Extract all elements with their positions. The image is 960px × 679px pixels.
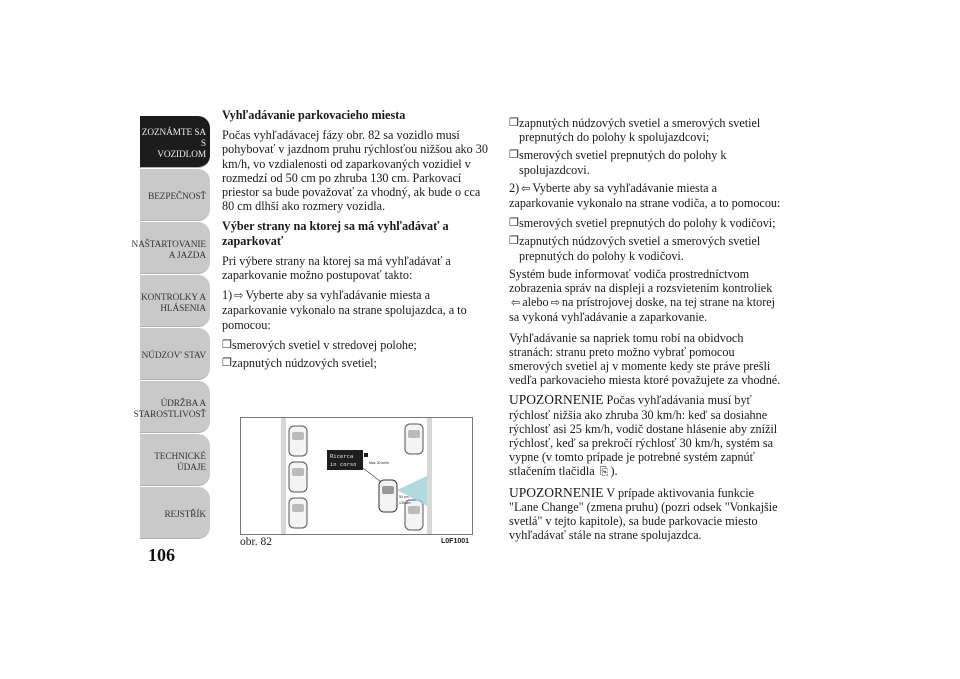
paragraph: Pri výbere strany na ktorej sa má vyhľadávať a zaparkovanie možno postupovať takto: <box>222 253 451 283</box>
warning-paragraph: UPOZORNENIE Počas vyhľadávania musí byť rýchlosť nižšia ako zhruba 30 km/h: keď sa dosiahne rýchlosť asi 25 km/h, vodič dostane hlásenie aby znížil rýchlosť, keď sa prekročí rýchlosť 30 km/h, systém sa vypne (v tomto prípade je potrebné systém zapnúť stlačením tlačidla ⎘ ). <box>509 392 778 479</box>
right-curb <box>427 418 432 534</box>
arrow-right-icon: ⇨ <box>234 289 244 303</box>
parking-diagram <box>241 418 472 534</box>
display-line-2: in corso <box>330 462 357 468</box>
warning-paragraph: UPOZORNENIE V prípade aktivovania funkcie "Lane Change" (zmena pruhu) (pozri odsek "Vonkajšie svetlá" v tejto kapitole), sa bude parkovacie miesto vyhľadávať stále na strane spolujazdca. <box>509 484 778 543</box>
tab-zoznamte-sa-s-vozidlom[interactable]: ZOZNÁMTE SA S VOZIDLOM <box>140 116 210 168</box>
figure-code: L0F1001 <box>441 538 470 545</box>
display-bubble <box>327 450 381 482</box>
tab-rejstrik[interactable]: REJSTŘÍK <box>140 487 210 539</box>
numbered-item: 1) ⇨ Vyberte aby sa vyhľadávanie miesta a zaparkovanie vykonalo na strane spolujazdca, a to pomocou: <box>222 288 467 332</box>
list-item: ❒ zapnutých núdzových svetiel a smerových svetiel prepnutých do polohy k spolujazdcovi; <box>509 116 761 145</box>
parked-car-left-2 <box>289 462 307 492</box>
numbered-item: 2) ⇦ Vyberte aby sa vyhľadávanie miesta a zaparkovanie vykonalo na strane vodiča, a to pomocou: <box>509 180 781 211</box>
checkbox-icon: ❒ <box>509 235 519 248</box>
parking-button-icon: ⎘ <box>599 465 609 479</box>
paragraph: Systém bude informovať vodiča prostredníctvom zobrazenia správ na displeji a rozsvietením kontroliek ⇦ alebo ⇨ na prístrojovej doske, na tej strane na ktorej sa vykoná vyhľadávanie a zaparkovanie. <box>509 266 776 325</box>
list-item: ❒ zapnutých núdzových svetiel a smerových svetiel prepnutých do polohy k vodičovi. <box>509 234 761 263</box>
arrow-right-icon: ⇨ <box>550 296 560 310</box>
arrow-left-icon: ⇦ <box>511 296 521 310</box>
page-number: 106 <box>148 545 175 565</box>
display-line-1: Ricerca <box>330 454 354 460</box>
list-item: ❒ smerových svetiel prepnutých do polohy k spolujazdcovi. <box>509 148 727 177</box>
paragraph: Vyhľadávanie sa napriek tomu robí na obidvoch stranách: stranu preto možno vybrať pomocou smerových svetiel aj v momente kedy ste práve prešli vedľa parkovacieho miesta ktoré považujete za vhodné. <box>509 330 781 388</box>
tab-udrzba-a-starostlivost[interactable]: ÚDRŽBA A STAROSTLIVOSŤ <box>140 381 210 433</box>
checkbox-icon: ❒ <box>509 217 519 230</box>
checkbox-icon: ❒ <box>222 338 232 351</box>
tab-technicke-udaje[interactable]: TECHNICKÉ ÚDAJE <box>140 434 210 486</box>
list-item: ❒ smerových svetiel v stredovej polohe; <box>222 337 417 352</box>
checkbox-icon: ❒ <box>222 357 232 370</box>
figure-parking-search <box>240 417 473 535</box>
distance-label-2: 130 cm <box>399 501 411 505</box>
checkbox-icon: ❒ <box>509 117 519 129</box>
tab-nudzovy-stav[interactable]: NÚDZOV' STAV <box>140 328 210 380</box>
moving-car <box>379 480 397 512</box>
list-item: ❒ smerových svetiel prepnutých do polohy k vodičovi; <box>509 216 776 231</box>
section-heading: Vyhľadávanie parkovacieho miesta <box>222 108 406 122</box>
tab-bezpecnost[interactable]: BEZPEČNOSŤ <box>140 169 210 221</box>
figure-caption: obr. 82 <box>240 536 272 548</box>
tab-nastartovanie-a-jazda[interactable]: NAŠTARTOVANIE A JAZDA <box>140 222 210 274</box>
right-column <box>509 116 785 548</box>
arrow-left-icon: ⇦ <box>521 181 531 195</box>
speed-label: Max 30 km/h <box>369 461 390 465</box>
checkbox-icon: ❒ <box>509 149 519 162</box>
left-curb <box>281 418 286 534</box>
distance-label-1: 50 cm <box>399 495 409 499</box>
parked-car-left-3 <box>289 498 307 528</box>
parked-car-left-1 <box>289 426 307 456</box>
paragraph: Počas vyhľadávacej fázy obr. 82 sa vozidlo musí pohybovať v jazdnom pruhu rýchlosťou nižšou ako 30 km/h, vo vzdialenosti od zaparkovaných vozidiel v rozmedzí od 50 cm po zhruba 130 cm. Parkovací priestor sa bude považovať za vhodný, ak bude o cca 80 cm dlhší ako rozmery vozidla. <box>222 128 488 214</box>
section-heading: Výber strany na ktorej sa má vyhľadávať a zaparkovať <box>222 219 449 248</box>
parked-car-right-1 <box>405 424 423 454</box>
tab-kontrolky-a-hlasenia[interactable]: KONTROLKY A HLÁSENIA <box>140 275 210 327</box>
list-item: ❒ zapnutých núdzových svetiel; <box>222 356 377 371</box>
left-column <box>222 108 492 374</box>
